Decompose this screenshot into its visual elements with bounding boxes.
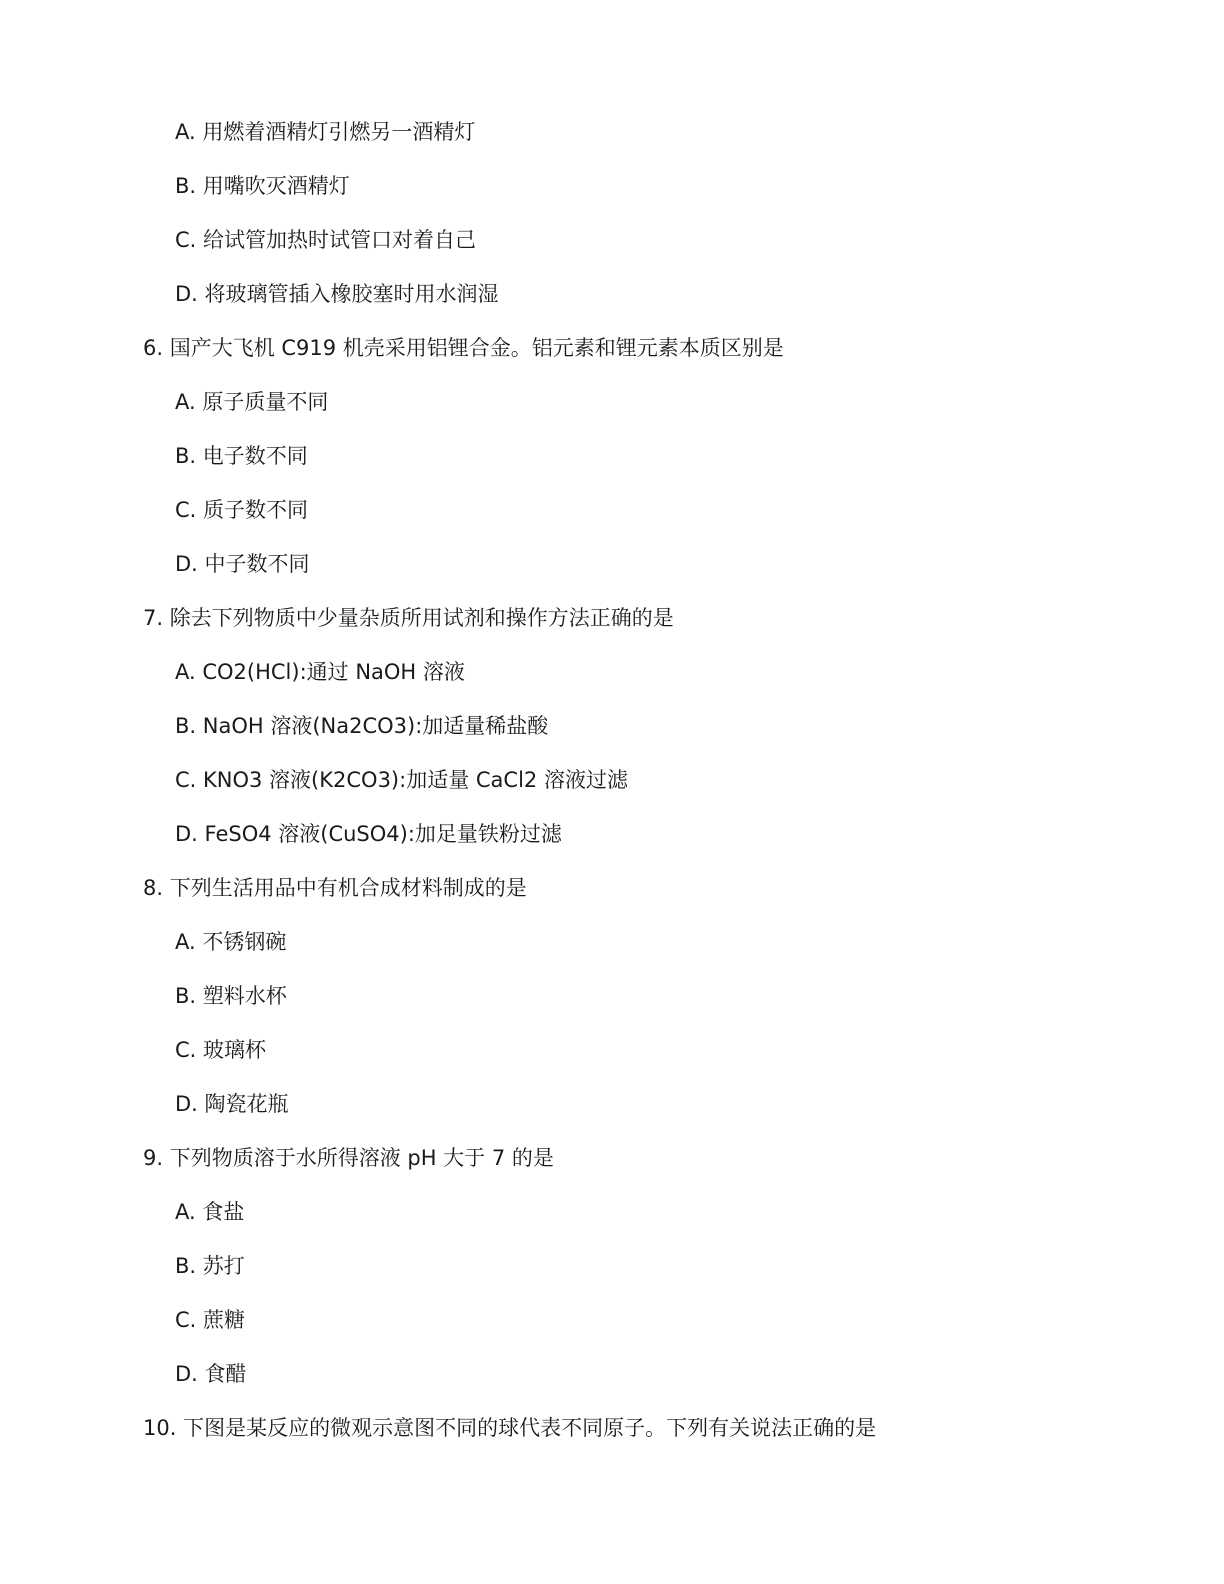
option-8d: D. 陶瓷花瓶	[175, 1092, 289, 1116]
option-9b: B. 苏打	[175, 1254, 245, 1278]
option-9a: A. 食盐	[175, 1200, 245, 1224]
question-8: 8. 下列生活用品中有机合成材料制成的是	[143, 876, 527, 900]
question-7: 7. 除去下列物质中少量杂质所用试剂和操作方法正确的是	[143, 606, 674, 630]
option-8a: A. 不锈钢碗	[175, 930, 287, 954]
option-7a: A. CO2(HCl):通过 NaOH 溶液	[175, 660, 465, 684]
option-6b: B. 电子数不同	[175, 444, 308, 468]
option-7b: B. NaOH 溶液(Na2CO3):加适量稀盐酸	[175, 714, 549, 738]
option-9d: D. 食醋	[175, 1362, 247, 1386]
option-5c: C. 给试管加热时试管口对着自己	[175, 228, 477, 252]
question-10: 10. 下图是某反应的微观示意图不同的球代表不同原子。下列有关说法正确的是	[143, 1416, 877, 1440]
option-6c: C. 质子数不同	[175, 498, 309, 522]
option-9c: C. 蔗糖	[175, 1308, 246, 1332]
option-5a: A. 用燃着酒精灯引燃另一酒精灯	[175, 120, 476, 144]
option-8b: B. 塑料水杯	[175, 984, 287, 1008]
question-6: 6. 国产大飞机 C919 机壳采用铝锂合金。铝元素和锂元素本质区别是	[143, 336, 784, 360]
option-5b: B. 用嘴吹灭酒精灯	[175, 174, 350, 198]
option-8c: C. 玻璃杯	[175, 1038, 267, 1062]
question-9: 9. 下列物质溶于水所得溶液 pH 大于 7 的是	[143, 1146, 554, 1170]
option-7c: C. KNO3 溶液(K2CO3):加适量 CaCl2 溶液过滤	[175, 768, 628, 792]
option-5d: D. 将玻璃管插入橡胶塞时用水润湿	[175, 282, 499, 306]
option-7d: D. FeSO4 溶液(CuSO4):加足量铁粉过滤	[175, 822, 562, 846]
option-6d: D. 中子数不同	[175, 552, 310, 576]
option-6a: A. 原子质量不同	[175, 390, 329, 414]
